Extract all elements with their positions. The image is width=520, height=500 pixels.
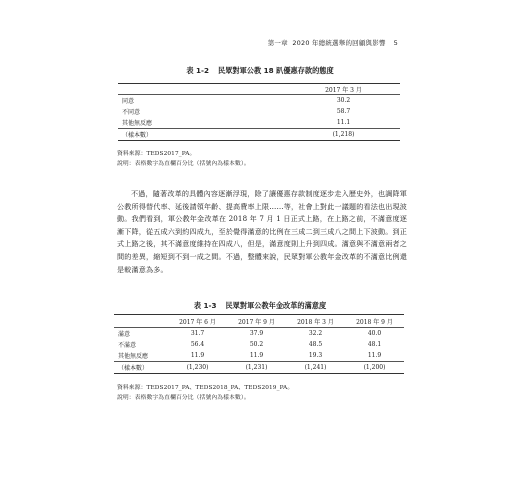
column-header: 2018 年 9 月: [345, 315, 404, 328]
cell-value: 56.4: [190, 341, 205, 348]
cell-value: 58.7: [336, 108, 351, 115]
running-header: [268, 38, 398, 47]
table-row: [114, 339, 404, 350]
cell-value: 11.9: [249, 352, 264, 359]
cell-value: 19.3: [308, 352, 323, 359]
cell-value: 48.5: [308, 341, 323, 348]
row-label: 其他無反應: [118, 353, 149, 360]
table-1-3-corner: [114, 315, 168, 328]
column-header: 2017 年 9 月: [227, 315, 286, 328]
cell-value: 30.2: [336, 97, 351, 104]
chapter-title: 2020 年總統選舉的回顧與影響: [292, 39, 386, 47]
row-label: 不滿意: [118, 342, 137, 349]
table-row-sample-size: [118, 129, 400, 141]
table-row: [118, 106, 400, 117]
table-1-2-column-header: 2017 年 3 月: [287, 84, 400, 95]
table-1-2-title: 民眾對軍公教 18 趴優惠存款的態度: [218, 66, 334, 75]
column-header: 2018 年 3 月: [286, 315, 345, 328]
table-1-3: [114, 314, 404, 374]
row-label: （樣本數）: [114, 362, 168, 374]
row-label: 其他無反應: [122, 120, 153, 127]
table-1-2-note: 說明：表格數字為直欄百分比（括號內為樣本數）。: [117, 161, 250, 167]
cell-value: 31.7: [190, 330, 205, 337]
table-1-3-note: 說明：表格數字為直欄百分比（括號內為樣本數）。: [117, 395, 250, 401]
table-1-2-corner: [118, 84, 287, 95]
cell-value: 50.2: [249, 341, 264, 348]
table-1-3-title: 民眾對軍公教年金改革的滿意度: [225, 301, 327, 310]
cell-value: 11.9: [190, 352, 205, 359]
cell-value: 48.1: [367, 341, 382, 348]
body-text: [117, 188, 407, 276]
cell-value: (1,241): [286, 362, 345, 374]
row-label: 同意: [122, 98, 135, 105]
page-number: 5: [393, 39, 398, 47]
table-1-3-number: 表 1-3: [193, 301, 217, 310]
cell-value: 40.0: [367, 330, 382, 337]
table-1-2-source: 資料來源：TEDS2017_PA。: [117, 151, 196, 157]
cell-value: (1,200): [345, 362, 404, 374]
table-row: [114, 350, 404, 362]
row-label: 滿意: [118, 331, 131, 338]
cell-value: 11.9: [367, 352, 382, 359]
body-paragraph: 不過，隨著改革的具體內容逐漸浮現，除了讓優惠存款制度逐步走入歷史外，也調降軍公教所得替代率、延後請領年齡、提高費率上限……等，社會上對此一議題的看法也出現波動。我們看到，軍公教年金改革在 2018 年 7 月 1 日正式上路，在上路之前，不滿意度逐漸下降，從五成六到約四成九，至於覺得滿意的比例在三成二到三成八之間上下波動。到正式上路之後，其不滿意度維持在四成八，但是，滿意度則上升到四成。滿意與不滿意兩者之間的差異，縮短到不到一成之間。不過，整體來說，民眾對軍公教年金改革的不滿意比例還是較滿意為多。: [117, 189, 407, 274]
table-1-3-source: 資料來源：TEDS2017_PA、TEDS2018_PA、TEDS2019_PA。: [117, 385, 294, 391]
cell-value: 32.2: [308, 330, 323, 337]
table-row: [118, 95, 400, 107]
column-header: 2017 年 6 月: [168, 315, 227, 328]
table-row: [114, 328, 404, 340]
cell-value: (1,230): [168, 362, 227, 374]
cell-value: 37.9: [249, 330, 264, 337]
table-row: [118, 117, 400, 129]
cell-value: (1,218): [287, 129, 400, 141]
table-1-2: [118, 83, 400, 141]
row-label: （樣本數）: [118, 129, 287, 141]
cell-value: (1,231): [227, 362, 286, 374]
table-row-sample-size: [114, 362, 404, 374]
row-label: 不同意: [122, 109, 141, 116]
chapter-label: 第一章: [267, 39, 288, 47]
table-1-3-caption: [0, 301, 520, 311]
cell-value: 11.1: [336, 119, 351, 126]
table-1-2-number: 表 1-2: [186, 66, 210, 75]
table-1-2-caption: [0, 66, 520, 76]
